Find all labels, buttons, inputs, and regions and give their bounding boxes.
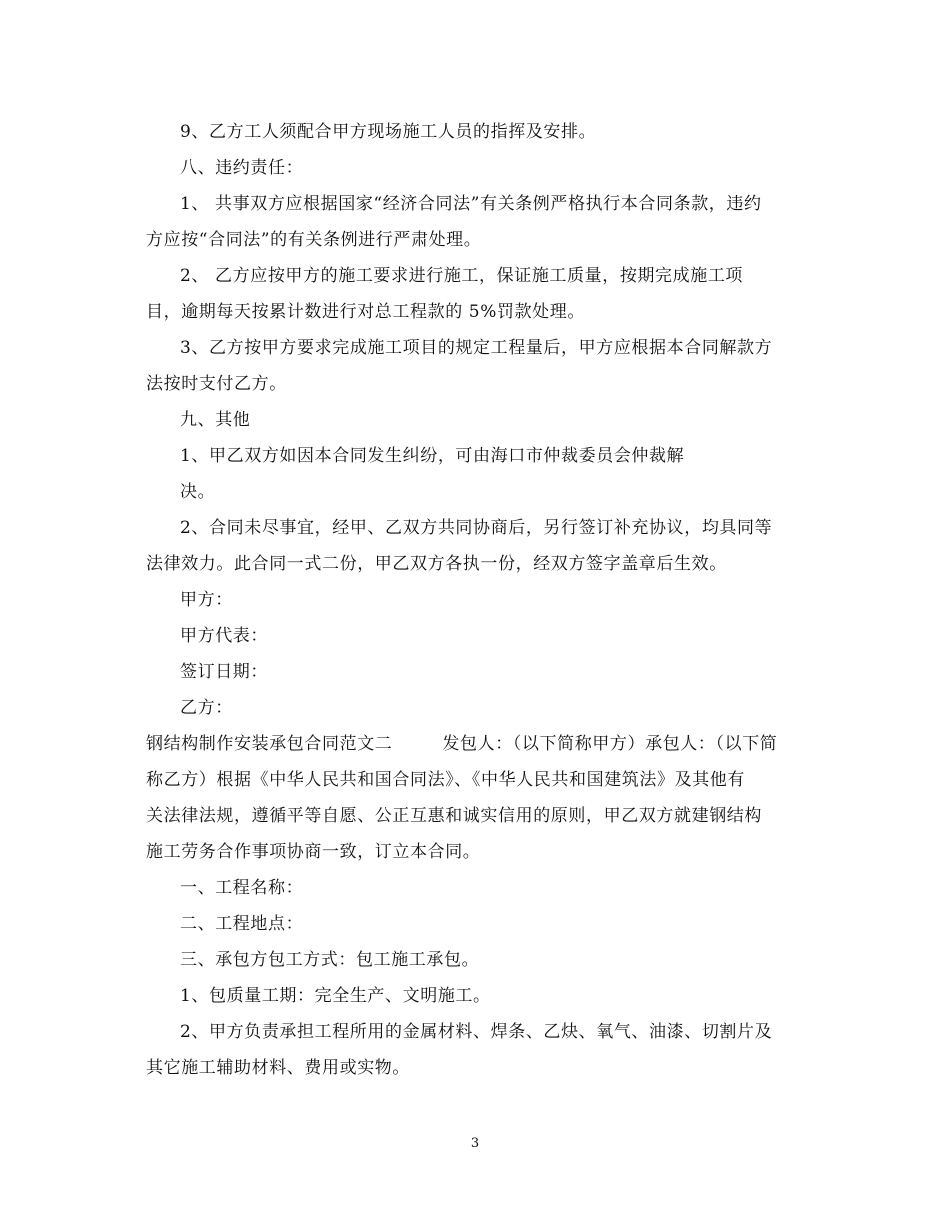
party-a-signature-label: 甲方： bbox=[180, 590, 233, 610]
page-number: 3 bbox=[470, 1136, 480, 1151]
section-8-heading: 八、违约责任： bbox=[180, 158, 304, 178]
breach-clause-2-line-2: 目，逾期每天按累计数进行对总工程款的 5%罚款处理。 bbox=[146, 302, 585, 322]
other-clause-1-line-2: 决。 bbox=[180, 482, 216, 502]
clause-9-line: 9、乙方工人须配合甲方现场施工人员的指挥及安排。 bbox=[180, 122, 597, 142]
quality-schedule-clause: 1、包质量工期：完全生产、文明施工。 bbox=[180, 986, 491, 1006]
breach-clause-3-line-1: 3、乙方按甲方要求完成施工项目的规定工程量后，甲方应根据本合同解款方 bbox=[180, 338, 773, 358]
document-body bbox=[146, 114, 810, 1086]
project-name-heading: 一、工程名称： bbox=[180, 878, 304, 898]
section-9-heading: 九、其他 bbox=[180, 410, 251, 430]
sample-contract-intro-line-4: 施工劳务合作事项协商一致，订立本合同。 bbox=[146, 842, 481, 862]
other-clause-2-line-1: 2、合同未尽事宜，经甲、乙双方共同协商后，另行签订补充协议，均具同等 bbox=[180, 518, 773, 538]
party-a-representative-label: 甲方代表： bbox=[180, 626, 268, 646]
sample-contract-intro-line-1 bbox=[146, 726, 810, 762]
employer-contractor-intro: 发包人：（以下简称甲方）承包人：（以下简 bbox=[442, 734, 778, 754]
breach-clause-1-line-1: 1、 共事双方应根据国家“经济合同法”有关条例严格执行本合同条款，违约 bbox=[180, 194, 762, 214]
project-location-heading: 二、工程地点： bbox=[180, 914, 304, 934]
materials-clause-line-2: 其它施工辅助材料、费用或实物。 bbox=[146, 1058, 410, 1078]
sample-contract-intro-line-3: 关法律法规，遵循平等自愿、公正互惠和诚实信用的原则，甲乙双方就建钢结构 bbox=[146, 806, 762, 826]
sample-contract-title: 钢结构制作安装承包合同范文二 bbox=[146, 734, 393, 754]
contracting-method-heading: 三、承包方包工方式：包工施工承包。 bbox=[180, 950, 480, 970]
signing-date-label: 签订日期： bbox=[180, 662, 268, 682]
breach-clause-3-line-2: 法按时支付乙方。 bbox=[146, 374, 287, 394]
party-b-signature-label: 乙方： bbox=[180, 698, 233, 718]
other-clause-1-line-1: 1、甲乙双方如因本合同发生纠纷，可由海口市仲裁委员会仲裁解 bbox=[180, 446, 685, 466]
breach-clause-2-line-1: 2、 乙方应按甲方的施工要求进行施工，保证施工质量，按期完成施工项 bbox=[180, 266, 744, 286]
other-clause-2-line-2: 法律效力。此合同一式二份，甲乙双方各执一份，经双方签字盖章后生效。 bbox=[146, 554, 727, 574]
sample-contract-intro-line-2: 称乙方）根据《中华人民共和国合同法》、《中华人民共和国建筑法》及其他有 bbox=[146, 770, 745, 790]
breach-clause-1-line-2: 方应按“合同法”的有关条例进行严肃处理。 bbox=[146, 230, 482, 250]
materials-clause-line-1: 2、甲方负责承担工程所用的金属材料、焊条、乙炔、氧气、油漆、切割片及 bbox=[180, 1022, 773, 1042]
